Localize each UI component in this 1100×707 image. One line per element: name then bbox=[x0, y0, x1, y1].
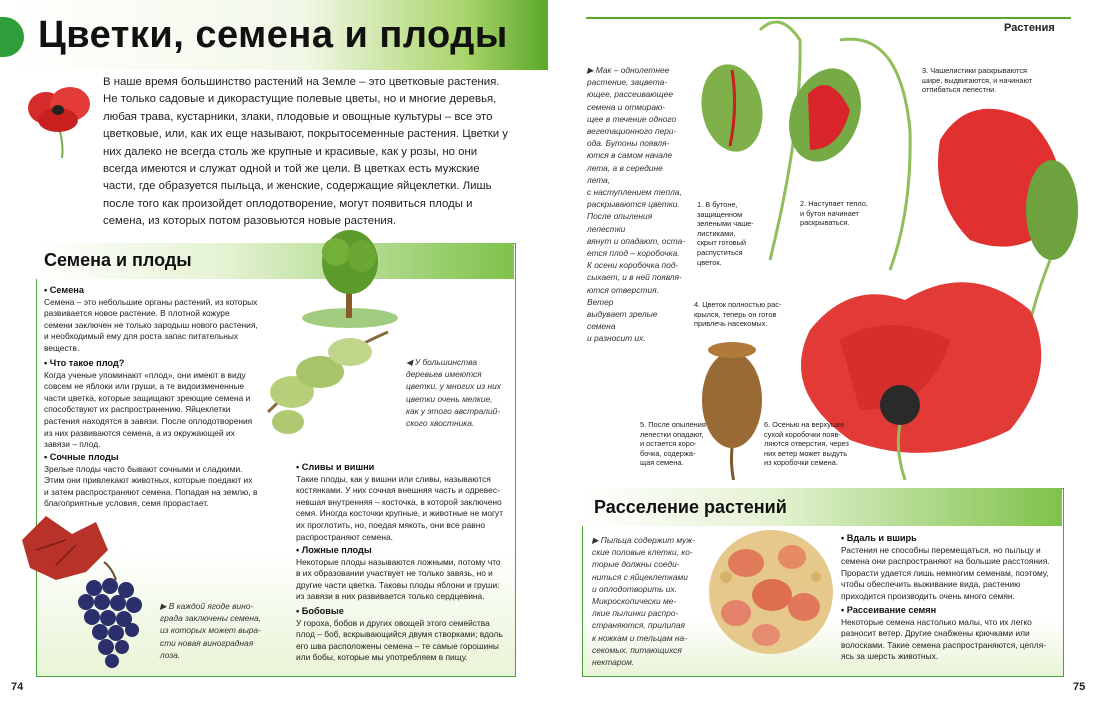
item-heading: • Что такое плод? bbox=[44, 358, 125, 368]
step1-caption bbox=[697, 200, 777, 267]
caption-line: цветки, у многих из них bbox=[406, 381, 501, 392]
item-what-is-fruit bbox=[44, 358, 259, 451]
text-line: 5. После опыления bbox=[640, 420, 706, 429]
step3-caption bbox=[922, 66, 1062, 95]
text-line: крылся, теперь он готов bbox=[694, 309, 777, 319]
text-line: бочка, содержа- bbox=[640, 448, 696, 458]
text-line: секомых, питающихся bbox=[592, 644, 682, 655]
text-line: семена и отмираю- bbox=[587, 101, 666, 112]
item-text: Зрелые плоды часто бывают сочными и сладкими. Этим они привлекают животных, которые поедают их и затем распространяют семена. Попадая на землю, в благоприятные условия, семя прорастает. bbox=[44, 463, 258, 509]
pollen-microscope-image bbox=[706, 527, 836, 657]
poppy-lifecycle-text bbox=[587, 64, 687, 345]
pollen-caption bbox=[592, 534, 704, 668]
text-line: ▶ Мак – однолетнее bbox=[587, 65, 670, 75]
text-line: ются отверстия. Ветер bbox=[587, 284, 659, 307]
item-text: Семена – это небольшие органы растений, из которых развивается новое растение. В плотной кожуре семени заключен не только зародыш нового растения, и необходимый ему для роста запас питательных веществ. bbox=[44, 296, 258, 353]
text-line: шире, выдвигаются, и начинают bbox=[922, 75, 1033, 85]
caption-line: ▶ В каждой ягоде вино- bbox=[160, 601, 254, 611]
item-text: Такие плоды, как у вишни или сливы, называются костянками. У них сочная внешняя часть и одревесневшая внутренняя – косточка, в которой заключено семя. Иногда косточки крупные, и животные не могут их проглотить, но, поедая мякоть, они все равно распространяют семена. bbox=[296, 473, 504, 542]
grape-caption bbox=[160, 600, 270, 661]
item-juicy-fruits bbox=[44, 452, 259, 510]
item-heading: • Вдаль и вширь bbox=[841, 533, 917, 543]
step5-caption bbox=[640, 420, 720, 468]
seeds-box-title: Семена и плоды bbox=[44, 250, 192, 270]
text-line: раскрываться. bbox=[800, 218, 850, 228]
item-heading: • Бобовые bbox=[296, 606, 344, 616]
item-text: Растения не способны перемещаться, но пыльцу и семена они распространяют на большие расстояния. Прорасти удается лишь немногим семенам, поэтому, чтобы обеспечить выживание вида, растению приходится производить очень много семян. bbox=[841, 544, 1050, 601]
text-line: сухой коробочки появ- bbox=[764, 429, 841, 439]
text-line: из коробочки семена. bbox=[764, 458, 838, 468]
caption-line: из которых может выра- bbox=[160, 625, 261, 636]
text-line: с наступлением тепла, bbox=[587, 187, 682, 198]
text-line: и оплодотворить их. bbox=[592, 583, 677, 594]
text-line: К осени коробочка под- bbox=[587, 260, 679, 271]
caption-line: лоза. bbox=[160, 649, 181, 660]
spread-box-title: Расселение растений bbox=[594, 497, 787, 517]
text-line: и остается коро- bbox=[640, 439, 697, 449]
text-line: 4. Цветок полностью рас- bbox=[694, 300, 782, 309]
text-line: распуститься bbox=[697, 247, 743, 257]
grape-illustration bbox=[16, 510, 161, 680]
text-line: После опыления лепестки bbox=[587, 211, 653, 234]
text-line: лета, а в середине лета, bbox=[587, 162, 663, 185]
item-heading: • Сливы и вишни bbox=[296, 462, 375, 472]
text-line: 1. В бутоне, bbox=[697, 200, 738, 209]
text-line: к ножкам и тельцам на- bbox=[592, 632, 687, 643]
text-line: выдувает зрелые семена bbox=[587, 309, 658, 332]
step2-caption bbox=[800, 199, 900, 228]
item-heading: • Семена bbox=[44, 285, 84, 295]
caption-line: сти новая виноградная bbox=[160, 637, 254, 648]
text-line: нектаром. bbox=[592, 657, 635, 668]
text-line: торые должны соеди- bbox=[592, 559, 680, 570]
text-line: ются в самом начале bbox=[587, 150, 673, 161]
page-number-right: 75 bbox=[1073, 681, 1086, 693]
text-line: 6. Осенью на верхушке bbox=[764, 420, 845, 429]
text-line: листиками, bbox=[697, 228, 736, 238]
text-line: вегетационного пери- bbox=[587, 126, 677, 137]
intro-paragraph: В наше время большинство растений на Земле – это цветковые растения. Не только садовые и дикорастущие полевые цветы, но и многие деревья, любая трава, кустарники, злаки, плодовые и овощные культуры – все это цветковые, или, как их еще называют, покрытосеменные растения. Цветки у них далеко не всегда столь же крупные и красивые, как у розы, но они всегда имеются и служат одной и той же цели. В цветках есть мужские части, где образуется пыльца, и женские, содержащие яйцеклетки. Лишь после того как произойдет оплодотворение, могут появиться плоды и семена, из которых потом разовьются новые растения. bbox=[103, 76, 508, 228]
text-line: 3. Чашелистики раскрываются bbox=[922, 66, 1028, 75]
item-seeds bbox=[44, 285, 259, 355]
text-line: ется плод – коробочка. bbox=[587, 248, 680, 259]
caption-line: града заключены семена, bbox=[160, 613, 261, 624]
text-line: 2. Наступает тепло, bbox=[800, 199, 868, 208]
item-heading: • Сочные плоды bbox=[44, 452, 119, 462]
text-line: зелеными чаше- bbox=[697, 219, 754, 229]
text-line: вянут и опадают, оста- bbox=[587, 235, 685, 246]
text-line: страняются, прилипая bbox=[592, 620, 686, 631]
page-title: Цветки, семена и плоды bbox=[38, 14, 508, 56]
text-line: ляются отверстия, через bbox=[764, 439, 849, 449]
text-line: ющее, рассеивающее bbox=[587, 89, 673, 100]
item-text: Когда ученые упоминают «плод», они имеют в виду совсем не яблоки или груши, а те видоизмененные части цветка, которые защищают зреющие семена и способствуют их распространению. Яйцеклетки растения находятся в завязи. После оплодотворения из них развиваются семена, а из окружающей их завязи – плод. bbox=[44, 369, 253, 450]
poppy-flower-illustration bbox=[24, 82, 96, 160]
caption-line: ского хвостника. bbox=[406, 418, 475, 429]
text-line: лепестки опадают, bbox=[640, 429, 704, 439]
item-text: Некоторые плоды называются ложными, потому что в их образовании участвует не только завязь, но и другие части цветка. Таковы плоды яблони и груши: из завязи в них развивается только сердцевина. bbox=[296, 556, 501, 602]
text-line: и бутон начинает bbox=[800, 208, 859, 218]
caption-line: как у этого австралий- bbox=[406, 405, 501, 416]
item-text: У гороха, бобов и других овощей этого семейства плод – боб, вскрывающийся двумя створками; вдоль его шва расположены семена – те самые горошины или бобы, которые мы употребляем в пищу. bbox=[296, 617, 503, 663]
text-line: растение, зацвета- bbox=[587, 77, 668, 88]
item-plums-cherries bbox=[296, 462, 504, 543]
step6-caption bbox=[764, 420, 864, 468]
text-line: цветок. bbox=[697, 257, 722, 267]
step4-caption bbox=[694, 300, 784, 329]
text-line: щее в течение одного bbox=[587, 113, 677, 124]
text-line: ода. Бутоны появля- bbox=[587, 138, 670, 149]
item-seed-dispersal bbox=[841, 605, 1053, 663]
item-text: Некоторые семена настолько малы, что их легко разносит ветер. Другие снабжены крючками или волосками. Такие семена распространяются, цепляясь за шерсть животных. bbox=[841, 616, 1047, 662]
text-line: лкие пылинки распро- bbox=[592, 608, 679, 619]
text-line: Микроскопически ме- bbox=[592, 596, 677, 607]
tree-caption bbox=[406, 356, 516, 429]
text-line: скрыт готовый bbox=[697, 238, 747, 248]
item-false-fruits bbox=[296, 545, 504, 603]
text-line: раскрываются цветки. bbox=[587, 199, 680, 210]
caption-line: ◀ У большинства bbox=[406, 357, 477, 367]
item-heading: • Ложные плоды bbox=[296, 545, 372, 555]
section-label: Растения bbox=[1004, 22, 1055, 34]
caption-line: цветки очень мелкие, bbox=[406, 393, 493, 404]
text-line: щая семена. bbox=[640, 458, 684, 468]
text-line: и разносит их. bbox=[587, 333, 646, 344]
text-line: отпибаться лепестни. bbox=[922, 85, 997, 95]
item-heading: • Рассеивание семян bbox=[841, 605, 937, 615]
text-line: защищенном bbox=[697, 209, 743, 219]
caption-line: деревьев имеются bbox=[406, 369, 482, 380]
text-line: ские половые клетки, ко- bbox=[592, 547, 693, 558]
tree-branch-illustration bbox=[258, 222, 398, 442]
page-number-left: 74 bbox=[11, 681, 24, 693]
item-far-and-wide bbox=[841, 533, 1053, 603]
text-line: сыхает, и в ней появля- bbox=[587, 272, 682, 283]
text-line: них ветер может выдуть bbox=[764, 448, 848, 458]
text-line: ниться с яйцеклетками bbox=[592, 571, 688, 582]
item-legumes bbox=[296, 606, 504, 664]
text-line: привлечь насекомых. bbox=[694, 319, 768, 329]
text-line: ▶ Пыльца содержит муж- bbox=[592, 535, 695, 545]
